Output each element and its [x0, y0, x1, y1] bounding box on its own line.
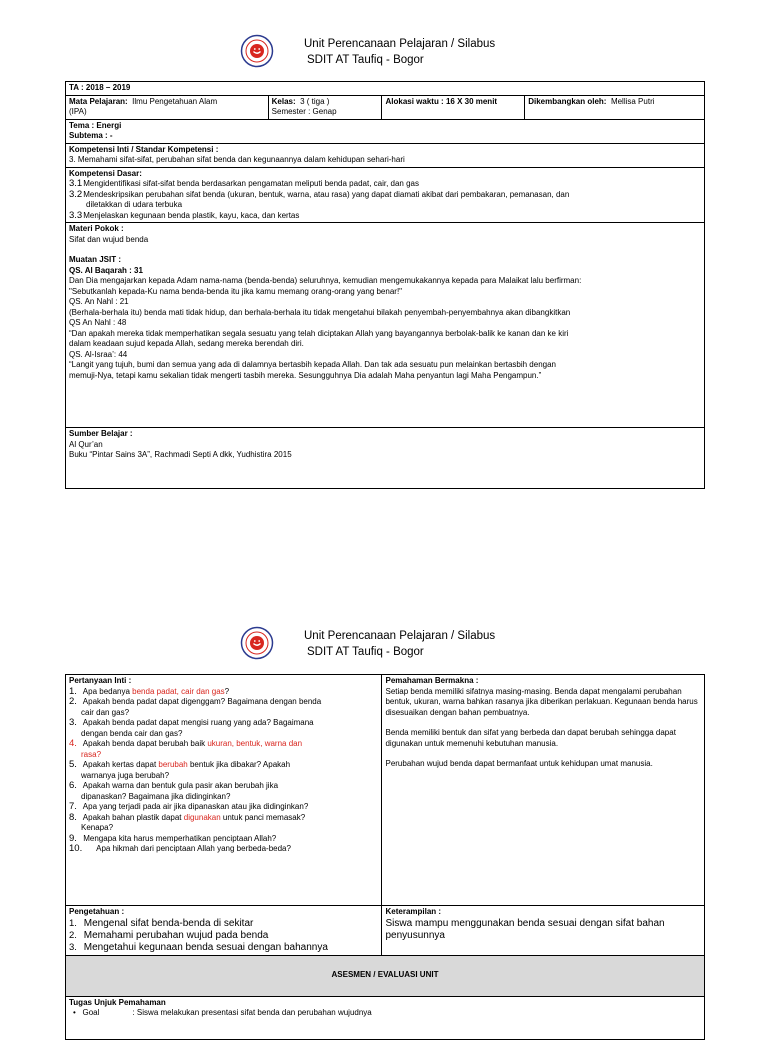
question-item: 10. Apa hikmah dari penciptaan Allah yang berbeda-beda? — [69, 843, 291, 854]
question-item: 7. Apa yang terjadi pada air jika dipanaskan atau jika didinginkan? — [69, 801, 309, 812]
header-title-line2: SDIT AT Taufiq - Bogor — [307, 54, 424, 66]
question-item: 8. Apakah bahan plastik dapat digunakan untuk panci memasak? Kenapa? — [69, 811, 306, 832]
header-title-line2: SDIT AT Taufiq - Bogor — [307, 646, 424, 658]
bullet-icon: • — [73, 1008, 76, 1017]
alokasi-cell: Alokasi waktu : 16 X 30 menit — [382, 95, 525, 119]
tugas-cell: Tugas Unjuk Pemahaman • Goal : Siswa melakukan presentasi sifat benda dan perubahan wujudnya — [66, 996, 705, 1039]
question-item: 3. Apakah benda padat dapat mengisi ruang yang ada? Bagaimana dengan benda cair dan gas? — [69, 717, 314, 738]
question-item: 1. Apa bedanya benda padat, cair dan gas? — [69, 685, 230, 697]
school-logo-icon — [240, 34, 274, 68]
kd-item: 3.3 Menjelaskan kegunaan benda plastik, kayu, kaca, dan kertas — [69, 209, 300, 221]
pemahaman-bermakna-cell: Pemahaman Bermakna : Setiap benda memiliki sifatnya masing-masing. Benda dapat mengalami perubahan bentuk, ukuran, warna bahkan rasanya jika diberikan perlakuan. Kegunaan benda harus disesuaikan dengan bahan pembuatnya. Benda memiliki bentuk dan sifat yang berbeda dan dapat berubah sehingga dapat digunakan untuk memenuhi kebutuhan manusia. Perubahan wujud benda dapat bermanfaat untuk kehidupan umat manusia. — [382, 675, 705, 906]
header-title-line1: Unit Perencanaan Pelajaran / Silabus — [304, 38, 496, 50]
goal-item: • Goal : Siswa melakukan presentasi sifat benda dan perubahan wujudnya — [73, 1008, 372, 1017]
mapel-cell: Mata Pelajaran: Ilmu Pengetahuan Alam (IPA) — [66, 95, 269, 119]
tema-cell: Tema : Energi Subtema : - — [66, 119, 705, 143]
page-header-1 — [240, 34, 540, 74]
school-logo-icon — [240, 626, 274, 660]
kd-item: 3.2 Mendeskripsikan perubahan sifat benda (ukuran, bentuk, warna, atau rasa) yang dapat diamati akibat dari pembakaran, pemanasan, dan diletakkan di udara terbuka — [69, 188, 570, 209]
header-title-line1: Unit Perencanaan Pelajaran / Silabus — [304, 630, 496, 642]
asesmen-header: ASESMEN / EVALUASI UNIT — [66, 955, 705, 996]
pengetahuan-item: 3. Mengetahui kegunaan benda sesuai dengan bahannya — [69, 941, 328, 953]
kd-cell: Kompetensi Dasar: 3.1 Mengidentifikasi sifat-sifat benda berdasarkan pengamatan meliputi benda padat, cair, dan gas 3.2 Mendeskripsikan perubahan sifat benda (ukuran, bentuk, warna, atau rasa) yang dapat diamati akibat dari pembakaran, pemanasan, dan diletakkan di udara terbuka 3.3 Menjelaskan kegunaan benda plastik, kayu, kaca, dan kertas — [66, 167, 705, 223]
pertanyaan-inti-cell: Pertanyaan Inti : 1. Apa bedanya benda padat, cair dan gas? 2. Apakah benda padat dapat digenggam? Bagaimana dengan benda cair dan gas? 3. Apakah benda padat dapat mengisi ruang yang ada? Bagaimana dengan benda cair dan gas? 4. Apakah benda dapat berubah baik ukuran, bentuk, warna dan rasa? 5. Apakah kertas dapat berubah bentuk jika dibakar? Apakah warnanya juga berubah? 6. Apakah warna dan bentuk gula pasir akan berubah jika dipanaskan? Bagaimana jika didinginkan? 7. Apa yang terjadi pada air jika dipanaskan atau jika didinginkan? 8. Apakah bahan plastik dapat digunakan untuk panci memasak? Kenapa? 9. Mengapa kita harus memperhatikan penciptaan Allah? 10. Apa hikmah dari penciptaan Allah yang berbeda-beda? — [66, 675, 382, 906]
ki-cell: Kompetensi Inti / Standar Kompetensi : 3. Memahami sifat-sifat, perubahan sifat benda dan kegunaannya dalam kehidupan sehari-hari — [66, 143, 705, 167]
pengetahuan-item: 1. Mengenal sifat benda-benda di sekitar — [69, 917, 254, 929]
syllabus-table-page1 — [65, 81, 705, 489]
pengetahuan-cell: Pengetahuan : 1. Mengenal sifat benda-benda di sekitar 2. Memahami perubahan wujud pada benda 3. Mengetahui kegunaan benda sesuai dengan bahannya — [66, 906, 382, 956]
keterampilan-cell: Keterampilan : Siswa mampu menggunakan benda sesuai dengan sifat bahan penyusunnya — [382, 906, 705, 956]
kelas-cell: Kelas: 3 ( tiga ) Semester : Genap — [268, 95, 382, 119]
sumber-cell: Sumber Belajar : Al Qur’an Buku “Pintar Sains 3A”, Rachmadi Septi A dkk, Yudhistira 2015 — [66, 428, 705, 489]
ta-cell: TA : 2018 – 2019 — [66, 82, 705, 96]
question-item: 4. Apakah benda dapat berubah baik ukuran, bentuk, warna dan rasa? — [69, 738, 303, 759]
page-header-2 — [240, 626, 540, 666]
question-item: 6. Apakah warna dan bentuk gula pasir akan berubah jika dipanaskan? Bagaimana jika didinginkan? — [69, 780, 279, 801]
dikembangkan-cell: Dikembangkan oleh: Mellisa Putri — [525, 95, 705, 119]
materi-cell: Materi Pokok : Sifat dan wujud benda Muatan JSIT : QS. Al Baqarah : 31 Dan Dia mengajarkan kepada Adam nama-nama (benda-benda) seluruhnya, kemudian mengemukakannya kepada para Malaikat lalu berfirman: "Sebutkanlah kepada-Ku nama benda-benda itu jika kamu memang orang-orang yang benar!" QS. An Nahl : 21 (Berhala-berhala itu) benda mati tidak hidup, dan berhala-berhala itu tidak mengetahui bilakah penyembah-penyembahnya akan dibangkitkan QS An Nahl : 48 “Dan apakah mereka tidak memperhatikan segala sesuatu yang telah diciptakan Allah yang bayangannya berbolak-balik ke kanan dan ke kiri dalam keadaan sujud kepada Allah, sedang mereka berendah diri. QS. Al-Israa’: 44 “Langit yang tujuh, bumi dan semua yang ada di dalamnya bertasbih kepada Allah. Dan tak ada sesuatu pun melainkan bertasbih dengan memuji-Nya, tetapi kamu sekalian tidak mengerti tasbih mereka. Sesungguhnya Dia adalah Maha penyantun lagi Maha Pengampun.” — [66, 223, 705, 428]
syllabus-table-page2 — [65, 674, 705, 1040]
kd-item: 3.1 Mengidentifikasi sifat-sifat benda berdasarkan pengamatan meliputi benda padat, cair, dan gas — [69, 178, 420, 189]
question-item: 5. Apakah kertas dapat berubah bentuk jika dibakar? Apakah warnanya juga berubah? — [69, 759, 291, 780]
question-item: 9. Mengapa kita harus memperhatikan penciptaan Allah? — [69, 832, 277, 844]
pengetahuan-item: 2. Memahami perubahan wujud pada benda — [69, 929, 269, 941]
question-item: 2. Apakah benda padat dapat digenggam? Bagaimana dengan benda cair dan gas? — [69, 696, 322, 717]
